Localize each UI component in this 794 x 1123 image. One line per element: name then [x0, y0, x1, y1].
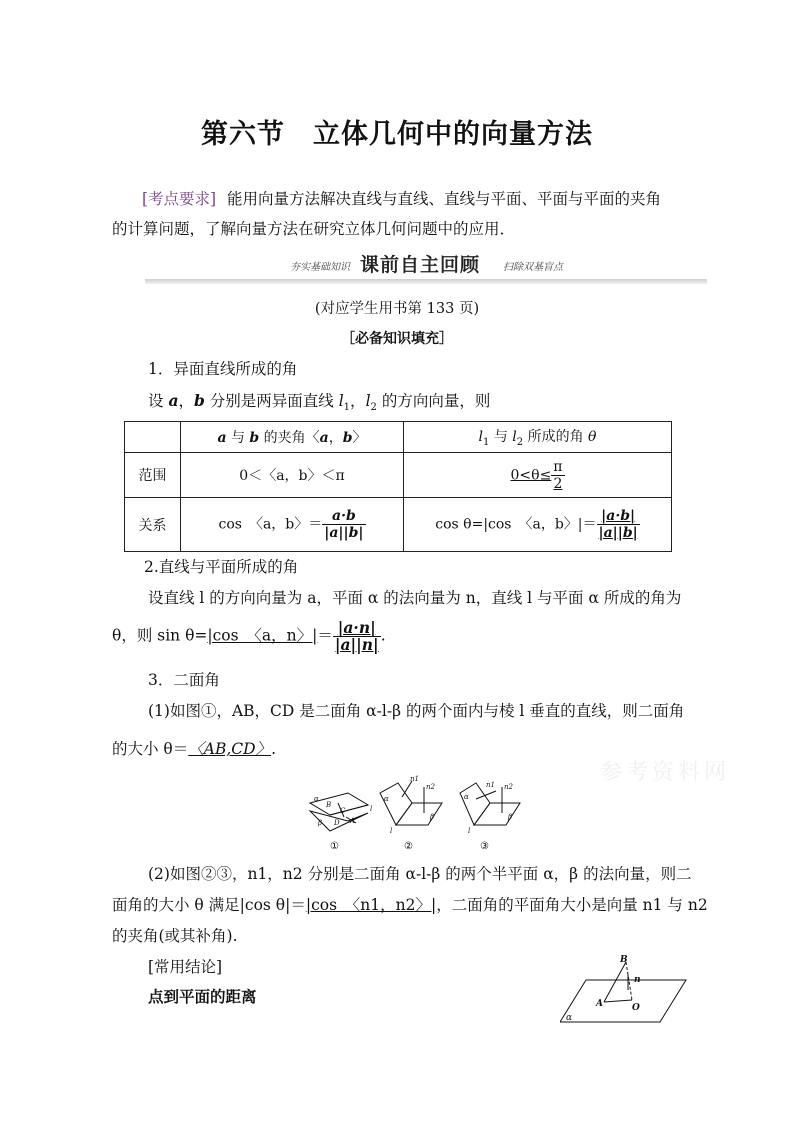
- row2-c1-num: a·b: [322, 508, 365, 525]
- fig3-number: ③: [480, 841, 489, 852]
- s1-intro: 设 a，b 分别是两异面直线 $l_1$，$l_2$ 的方向向量，则: [148, 391, 491, 414]
- th1-a2: a: [319, 430, 329, 446]
- th1-a: a: [217, 430, 227, 446]
- fig3-label-n1: n1: [486, 781, 495, 789]
- fig2-label-beta: β: [430, 813, 435, 821]
- fig2-label-n1: n1: [410, 775, 419, 783]
- s2-frac-den: |a||n|: [334, 635, 379, 654]
- label-b: B: [620, 955, 628, 965]
- th1-post: 的夹角〈: [259, 430, 320, 446]
- row2-c2-num: |a·b|: [597, 508, 640, 525]
- fig1-label-alpha: α: [314, 795, 319, 803]
- requirement-line1: [142, 188, 702, 210]
- point-plane-figure: [560, 950, 690, 1028]
- s3-p2-line2: [112, 894, 708, 916]
- s3-p1-line2-ul: 〈AB,CD〉: [188, 740, 272, 758]
- s1-intro-pre: 设: [148, 392, 169, 410]
- conclusion-heading: 点到平面的距离: [148, 987, 257, 1006]
- th1-b: b: [249, 430, 260, 446]
- fig2-label-l: l: [390, 827, 393, 835]
- s1-l1-sub: 1: [343, 402, 351, 414]
- table-header-1: [181, 422, 404, 453]
- fig2-normal-n1: [402, 781, 412, 797]
- row1-c2-num: π: [553, 458, 563, 475]
- row2-c2-pre: cos θ=|cos 〈a，b〉|＝: [435, 516, 597, 533]
- row1-range-angle: 0＜〈a，b〉＜π: [181, 453, 404, 498]
- s3-heading: 3．二面角: [148, 671, 220, 689]
- fig2-plane-beta: [396, 803, 442, 825]
- section-banner: [145, 250, 707, 284]
- th2-l1: l: [478, 429, 483, 446]
- fig3-label-beta: β: [508, 813, 513, 821]
- s2-line2-end: .: [380, 626, 386, 645]
- segment-ab: [604, 962, 626, 1002]
- fig2-number: ②: [404, 841, 413, 852]
- s1-heading: 1．异面直线所成的角: [148, 360, 298, 378]
- fig2-label-n2: n2: [426, 783, 435, 791]
- s2-line2: [112, 620, 386, 653]
- fig2-label-alpha: α: [384, 795, 389, 803]
- label-n: n: [634, 975, 641, 985]
- s2-heading: 2.直线与平面所成的角: [144, 558, 299, 576]
- s3-p1-line2: [112, 738, 276, 760]
- fig1-label-l: l: [370, 805, 373, 813]
- fig3-label-alpha: α: [464, 793, 469, 801]
- segment-ao: [604, 1000, 632, 1002]
- watermark: 参考资料网: [600, 760, 731, 785]
- s3-p2-line2-pre: 面角的大小 θ 满足|cos θ|＝: [112, 896, 306, 914]
- s1-intro-post: 的方向向量，则: [376, 392, 491, 410]
- table-corner: [125, 422, 181, 453]
- fig1-label-c: C: [340, 807, 346, 815]
- th2-mid: 与: [489, 429, 513, 446]
- row2-c1-pre: cos 〈a，b〉＝: [218, 516, 323, 533]
- s2-line2-ul: |cos 〈a，n〉|: [207, 626, 318, 645]
- fig1-label-a: A: [350, 817, 356, 825]
- fig1-edge-l: [330, 805, 368, 815]
- requirement-text-2: 的计算问题，了解向量方法在研究立体几何问题中的应用．: [112, 220, 516, 238]
- th2-l2: l: [512, 429, 517, 446]
- s2-line2-pre: θ，则 sin θ=: [112, 626, 208, 645]
- row1-label: 范围: [125, 453, 181, 498]
- row1-c2-pre: 0<θ≤: [510, 467, 552, 483]
- row2-label: 关系: [125, 498, 181, 552]
- fig1-label-beta: β: [318, 819, 323, 827]
- label-alpha: α: [566, 1013, 573, 1023]
- th2-post: 所成的角: [523, 429, 589, 446]
- th1-mid: 与: [226, 430, 250, 446]
- th1-comma: ，: [328, 430, 343, 446]
- s1-vec-a: a: [168, 391, 179, 410]
- banner-right: 扫除双基盲点: [503, 262, 563, 273]
- table-header-2: [404, 422, 672, 453]
- requirement-tag: [考点要求]: [142, 190, 217, 208]
- dihedral-figures: [300, 773, 530, 853]
- th2-theta: θ: [588, 429, 597, 446]
- s1-l1: l: [338, 392, 344, 410]
- row2-c2-den: |a||b|: [598, 525, 638, 541]
- s1-l2: l: [365, 392, 371, 410]
- banner-center: 课前自主回顾: [360, 254, 481, 276]
- fig1-number: ①: [330, 841, 339, 852]
- page-reference: (对应学生用书第 133 页): [314, 301, 480, 317]
- s3-p2-line3: 的夹角(或其补角).: [112, 927, 238, 945]
- angle-table: [124, 421, 672, 552]
- th1-b2: b: [342, 430, 353, 446]
- fig1-label-d: D: [334, 819, 340, 827]
- s1-vec-b: b: [194, 391, 205, 410]
- s2-line2-eq: ＝: [317, 626, 333, 645]
- s1-intro-mid: 分别是两异面直线: [204, 392, 339, 410]
- fig3-label-l: l: [468, 827, 471, 835]
- s1-comma: ，: [178, 392, 194, 410]
- conclusion-tag: [常用结论]: [148, 958, 223, 976]
- section-head: ［必备知识填充］: [341, 331, 453, 347]
- row2-c1-den: |a||b|: [324, 525, 364, 541]
- row2-relation-angle: [181, 498, 404, 552]
- row2-relation-theta: [404, 498, 672, 552]
- s2-frac: [333, 620, 381, 653]
- th2-l1-sub: 1: [483, 436, 490, 448]
- row1-c2-den: 2: [553, 475, 563, 492]
- s3-p1-line2-end: .: [271, 740, 277, 758]
- fig3-label-n2: n2: [504, 783, 513, 791]
- s2-line1: 设直线 l 的方向向量为 a，平面 α 的法向量为 n，直线 l 与平面 α 所成的角为: [148, 589, 682, 607]
- s2-frac-num: |a·n|: [333, 620, 381, 637]
- s3-p1-line1: (1)如图①，AB，CD 是二面角 α-l-β 的两个面内与棱 l 垂直的直线，则二面角: [148, 702, 685, 720]
- row2-c1-frac: [322, 508, 365, 541]
- banner-left: 夯实基础知识: [290, 262, 350, 273]
- row2-c2-frac: [597, 508, 640, 541]
- page-title: 第六节 立体几何中的向量方法: [201, 119, 593, 150]
- banner-bar: [145, 279, 707, 284]
- s1-l2-sub: 2: [370, 402, 377, 414]
- s3-p2-line2-post: ，二面角的平面角大小是向量 n1 与 n2: [436, 896, 708, 914]
- requirement-text-1: 能用向量方法解决直线与直线、直线与平面、平面与平面的夹角: [227, 190, 662, 208]
- segment-bo: [626, 962, 632, 1000]
- s3-p2-line2-ul: |cos 〈n1，n2〉|: [305, 896, 437, 914]
- fig3-plane-beta: [474, 803, 520, 825]
- s3-p1-line2-pre: 的大小 θ＝: [112, 740, 189, 758]
- fig1-label-b: B: [326, 801, 332, 809]
- label-a: A: [596, 999, 603, 1009]
- fig3-plane-alpha: [460, 783, 490, 825]
- th1-end: 〉: [352, 430, 367, 446]
- label-o: O: [632, 1003, 640, 1013]
- s3-p2-line1: (2)如图②③，n1，n2 分别是二面角 α-l-β 的两个半平面 α，β 的法向量，则二: [148, 865, 692, 883]
- row1-c2-frac: [551, 459, 564, 492]
- row1-range-theta: [404, 453, 672, 498]
- th2-l2-sub: 2: [516, 436, 524, 448]
